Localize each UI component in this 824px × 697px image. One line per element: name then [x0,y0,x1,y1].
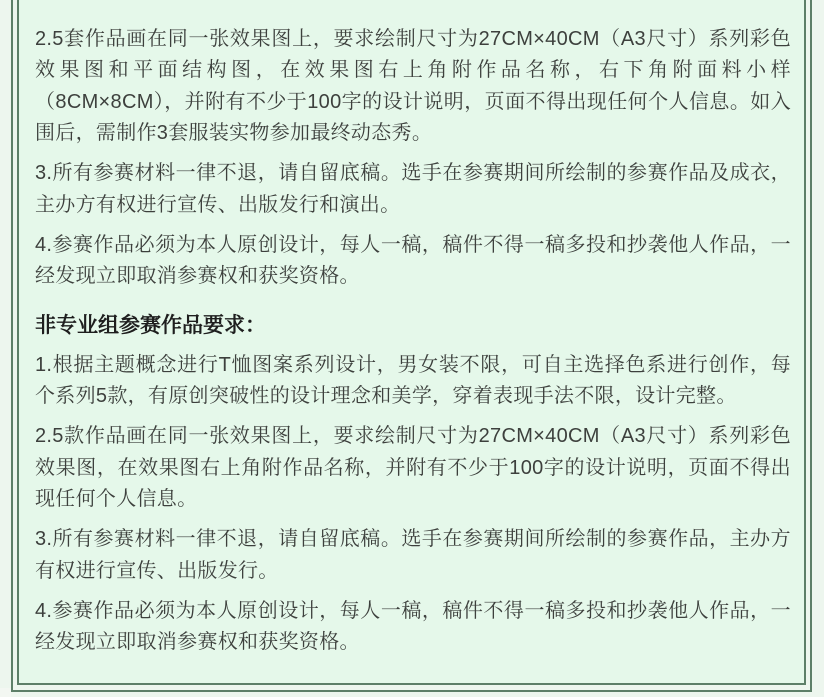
document-content [19,0,804,683]
paragraph-nonpro-rule-4: 4.参赛作品必须为本人原创设计，每人一稿，稿件不得一稿多投和抄袭他人作品，一经发现立即取消参赛权和获奖资格。 [35,599,791,653]
paragraph-nonpro-rule-1: 1.根据主题概念进行T恤图案系列设计，男女装不限，可自主选择色系进行创作，每个系列5款，有原创突破性的设计理念和美学，穿着表现手法不限，设计完整。 [35,353,791,407]
bottom-left-page-artifact [0,688,11,697]
paragraph-pro-rule-4: 4.参赛作品必须为本人原创设计，每人一稿，稿件不得一稿多投和抄袭他人作品，一经发现立即取消参赛权和获奖资格。 [35,233,791,287]
paragraph-pro-rule-2: 2.5套作品画在同一张效果图上，要求绘制尺寸为27CM×40CM（A3尺寸）系列彩色效果图和平面结构图，在效果图右上角附作品名称，右下角附面料小样（8CM×8CM），并附有不少于100字的设计说明，页面不得出现任何个人信息。如入围后，需制作3套服装实物参加最终动态秀。 [35,27,791,144]
heading-non-professional-requirements: 非专业组参赛作品要求： [35,313,266,337]
paragraph-nonpro-rule-2: 2.5款作品画在同一张效果图上，要求绘制尺寸为27CM×40CM（A3尺寸）系列彩色效果图，在效果图右上角附作品名称，并附有不少于100字的设计说明，页面不得出现任何个人信息。 [35,425,791,510]
paragraph-nonpro-rule-3: 3.所有参赛材料一律不退，请自留底稿。选手在参赛期间所绘制的参赛作品，主办方有权进行宣传、出版发行。 [35,528,791,582]
paragraph-pro-rule-3: 3.所有参赛材料一律不退，请自留底稿。选手在参赛期间所绘制的参赛作品及成衣，主办方有权进行宣传、出版发行和演出。 [35,162,791,216]
inner-border-frame [17,0,806,685]
